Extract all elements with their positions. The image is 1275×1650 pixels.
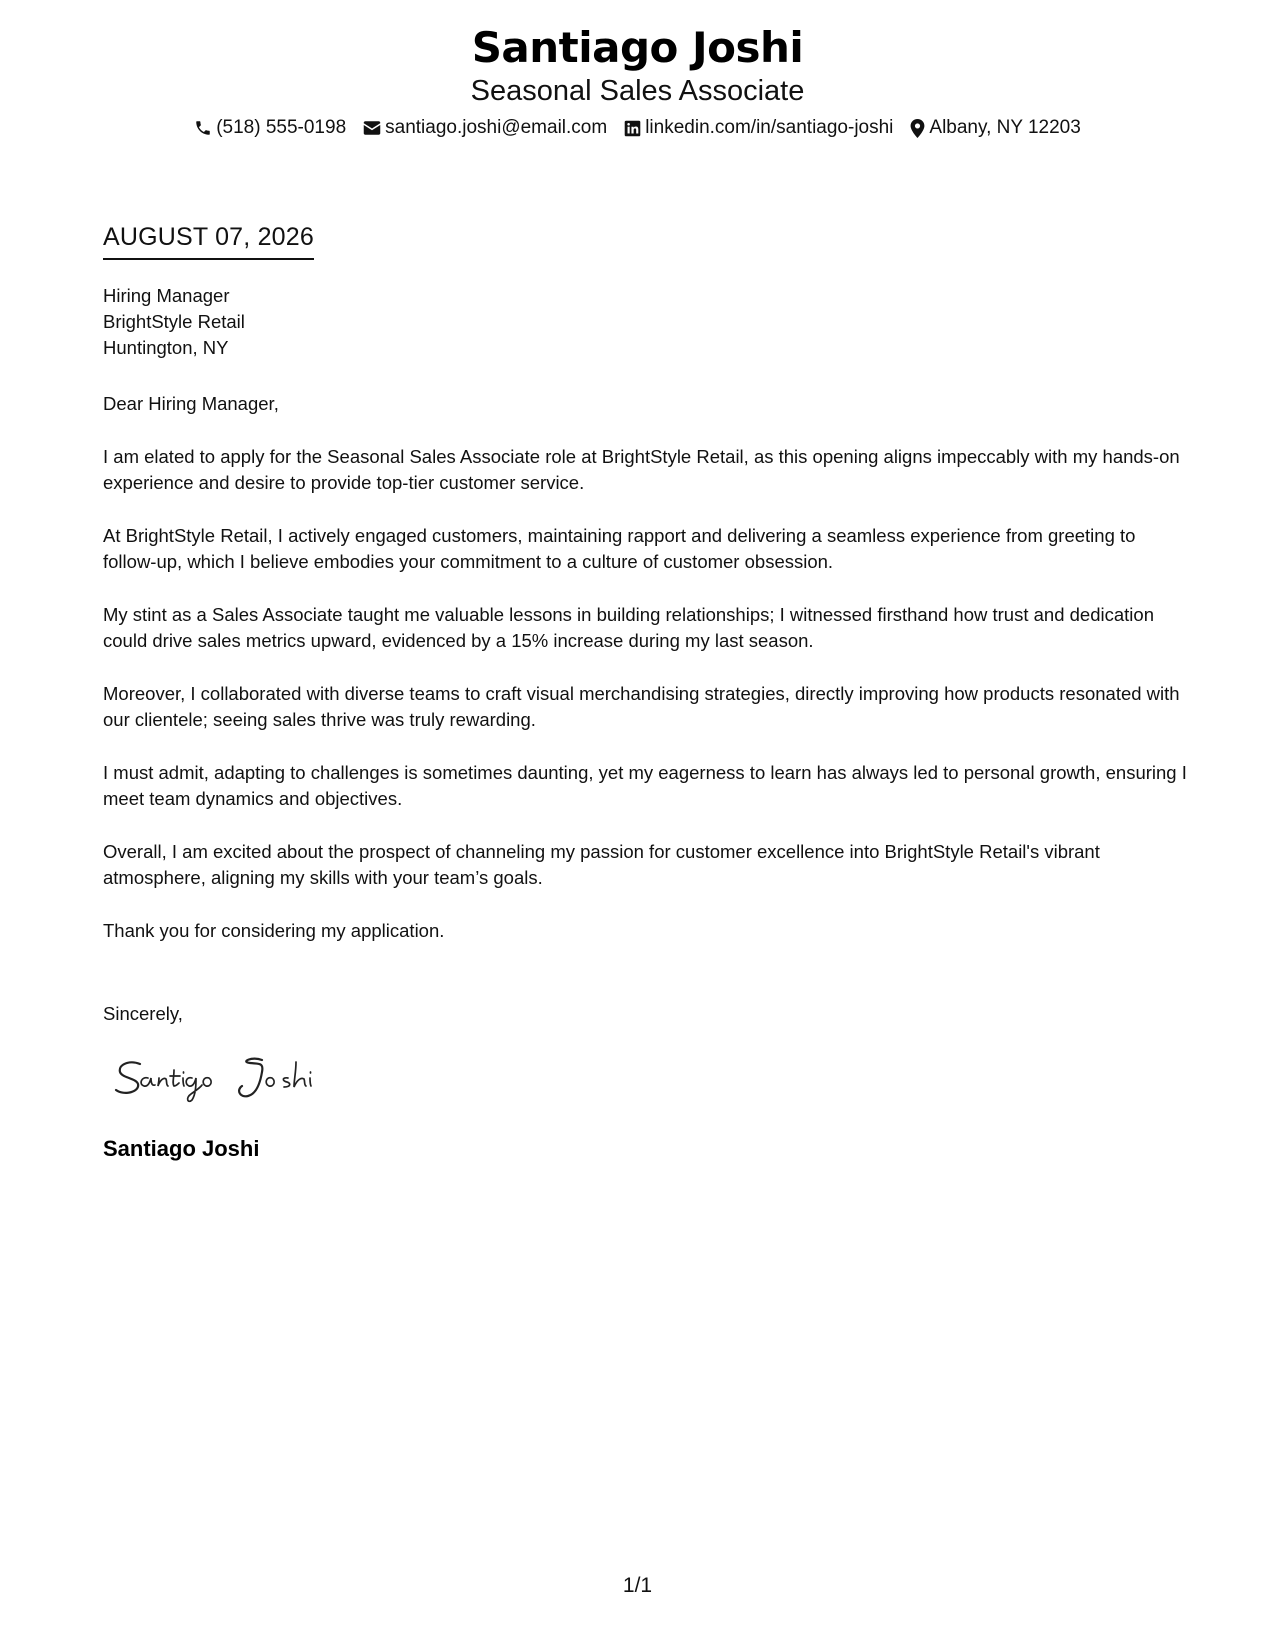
phone-icon (194, 119, 212, 137)
body-paragraph: Overall, I am excited about the prospect of channeling my passion for customer excellence into BrightStyle Retail's vibrant atmosphere, aligning my skills with your team’s goals. (103, 840, 1100, 888)
body-paragraph: My stint as a Sales Associate taught me valuable lessons in building relationships; I witnessed firsthand how trust and dedication could drive sales metrics upward, evidenced by a 15% increase during my last season. (103, 603, 1154, 651)
letter-header (0, 22, 1275, 140)
contact-email (363, 116, 607, 140)
page-number: 1/1 (622, 1574, 653, 1597)
letter-date: AUGUST 07, 2026 (103, 222, 314, 260)
contact-row (0, 116, 1275, 140)
location-text: Albany, NY 12203 (929, 117, 1081, 138)
linkedin-text: linkedin.com/in/santiago-joshi (645, 117, 894, 138)
phone-text: (518) 555-0198 (216, 117, 347, 138)
handwritten-signature (112, 1050, 362, 1110)
body-paragraph: At BrightStyle Retail, I actively engaged customers, maintaining rapport and delivering a seamless experience from greeting to follow-up, which I believe embodies your commitment to a culture of customer obsession. (103, 524, 1136, 572)
recipient-block (103, 283, 245, 361)
recipient-location: Huntington, NY (103, 337, 229, 358)
contact-phone (194, 116, 346, 140)
envelope-icon (363, 120, 381, 136)
salutation: Dear Hiring Manager, (103, 393, 279, 414)
contact-linkedin (624, 116, 893, 140)
applicant-role: Seasonal Sales Associate (470, 75, 805, 107)
signed-name: Santiago Joshi (103, 1136, 260, 1161)
body-paragraph: Moreover, I collaborated with diverse teams to craft visual merchandising strategies, directly improving how products resonated with our clientele; seeing sales thrive was truly rewarding. (103, 682, 1180, 730)
contact-location (910, 116, 1080, 140)
email-text: santiago.joshi@email.com (385, 117, 608, 138)
letter-date-block (103, 222, 314, 260)
recipient-company: BrightStyle Retail (103, 311, 245, 332)
body-paragraph: I must admit, adapting to challenges is sometimes daunting, yet my eagerness to learn has always led to personal growth, ensuring I meet team dynamics and objectives. (103, 761, 1187, 809)
applicant-name: Santiago Joshi (471, 23, 804, 72)
linkedin-icon (624, 120, 641, 137)
body-paragraph: Thank you for considering my application. (103, 919, 445, 941)
map-pin-icon (910, 119, 925, 138)
letter-body (103, 391, 1188, 970)
body-paragraph: I am elated to apply for the Seasonal Sales Associate role at BrightStyle Retail, as this opening aligns impeccably with my hands-on experience and desire to provide top-tier customer service. (103, 445, 1180, 493)
closing: Sincerely, (103, 1003, 183, 1024)
recipient-title: Hiring Manager (103, 285, 230, 306)
